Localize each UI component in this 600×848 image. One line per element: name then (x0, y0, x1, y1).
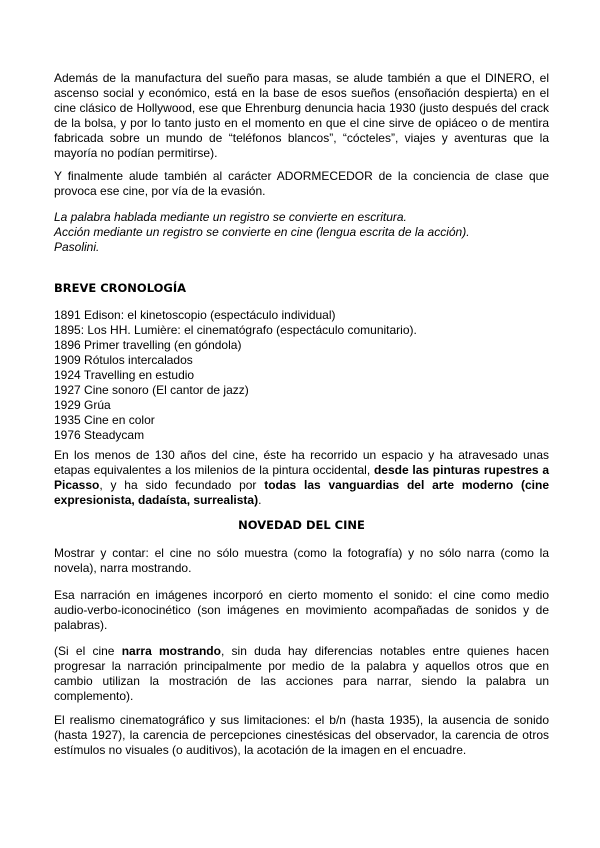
paragraph-adormecedor: Y finalmente alude también al carácter ADORMECEDOR de la conciencia de clase que provoca ese cine, por vía de la evasión. (54, 169, 549, 198)
paragraph-narracion-imagenes: Esa narración en imágenes incorporó en cierto momento el sonido: el cine como medio audio-verbo-iconocinético (son imágenes en movimiento acompañadas de sonidos y de palabras). (54, 588, 549, 632)
paragraph-narra-mostrando (54, 644, 549, 704)
text-run: En los menos de 130 años del cine, éste ha recorrido un espacio y ha atravesado unas etapas equivalentes a los milenios de la pintura occidental, (54, 448, 549, 477)
paragraph-dinero: Además de la manufactura del sueño para masas, se alude también a que el DINERO, el ascenso social y económico, está en la base de esos sueños (ensoñación despierta) en el cine clásico de Hollywood, ese que Ehrenburg denuncia hacia 1930 (justo después del crack de la bolsa, y por lo tanto justo en el momento en que el cine sirve de opiáceo o de mentira fabricada sobre un mundo de “teléfonos blancos”, “cócteles”, viajes y aventuras que la mayoría no podían permitirse). (54, 71, 549, 160)
chronology-item: 1929 Grúa (54, 398, 111, 412)
novedad-heading: NOVEDAD DEL CINE (238, 518, 365, 532)
chronology-heading: BREVE CRONOLOGÍA (54, 281, 187, 295)
quote-author: Pasolini. (54, 240, 100, 254)
bold-text: todas las vanguardias del arte moderno (cine expresionista, dadaísta, surrealista) (54, 478, 550, 507)
chronology-item: 1924 Travelling en estudio (54, 368, 195, 382)
quote-line-2: Acción mediante un registro se convierte en cine (lengua escrita de la acción). (54, 225, 470, 239)
bold-text: narra mostrando (121, 644, 221, 658)
chronology-item: 1976 Steadycam (54, 428, 145, 442)
chronology-item: 1935 Cine en color (54, 413, 155, 427)
paragraph-130-anos (54, 448, 549, 508)
quote-line-1: La palabra hablada mediante un registro se convierte en escritura. (54, 210, 407, 224)
paragraph-realismo: El realismo cinematográfico y sus limitaciones: el b/n (hasta 1935), la ausencia de sonido (hasta 1927), la carencia de percepciones cinestésicas del observador, la carencia de otros estímulos no visuales (o auditivos), la acotación de la imagen en el encuadre. (54, 713, 549, 757)
chronology-item: 1895: Los HH. Lumière: el cinematógrafo (espectáculo comunitario). (54, 323, 417, 337)
chronology-item: 1891 Edison: el kinetoscopio (espectáculo individual) (54, 308, 336, 322)
text-run: (Si el cine (54, 644, 122, 658)
document-page (54, 0, 549, 848)
bold-text: desde las pinturas rupestres a Picasso (54, 463, 549, 492)
text-run: , y ha sido fecundado por (99, 478, 265, 492)
chronology-item: 1896 Primer travelling (en góndola) (54, 338, 242, 352)
paragraph-mostrar-contar: Mostrar y contar: el cine no sólo muestra (como la fotografía) y no sólo narra (como la novela), narra mostrando. (54, 546, 549, 575)
chronology-item: 1927 Cine sonoro (El cantor de jazz) (54, 383, 249, 397)
text-run: , sin duda hay diferencias notables entre quienes hacen progresar la narración principalmente por medio de la palabra y aquellos otros que en cambio utilizan la mostración de las acciones para narrar, siendo la palabra un complemento). (54, 644, 549, 703)
pasolini-quote (54, 210, 549, 255)
chronology-list (54, 308, 549, 443)
chronology-item: 1909 Rótulos intercalados (54, 353, 193, 367)
text-run: . (258, 493, 262, 507)
